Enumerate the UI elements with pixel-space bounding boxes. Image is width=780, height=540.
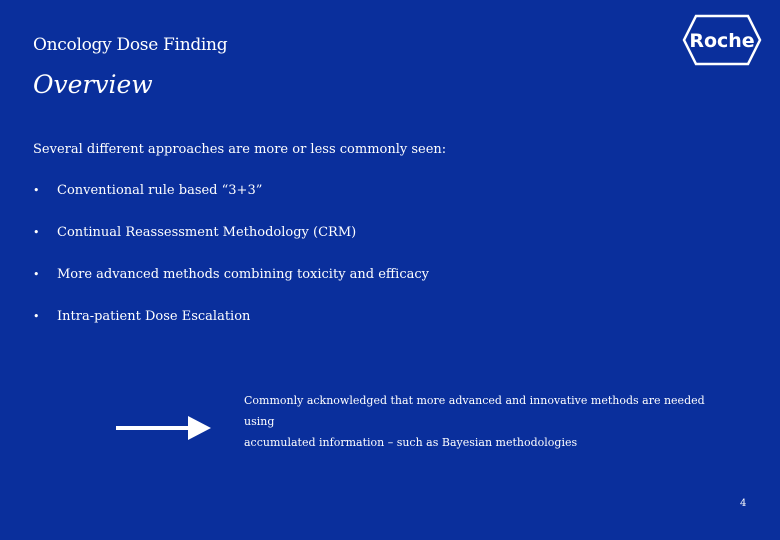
bullet-dot: • [33,184,40,197]
conclusion-note [244,390,724,453]
list-item [33,266,429,308]
bullet-dot: • [33,268,40,281]
list-item-text: Intra-patient Dose Escalation [57,309,251,324]
right-arrow-icon [116,415,212,441]
page-number: 4 [740,498,747,509]
logo-text: Roche [689,30,755,52]
bullet-dot: • [33,310,40,323]
roche-logo [682,14,762,66]
intro-text: Several different approaches are more or less commonly seen: [33,142,447,157]
bullet-dot: • [33,226,40,239]
note-line: Commonly acknowledged that more advanced and innovative methods are needed using [244,394,705,428]
list-item-text: Continual Reassessment Methodology (CRM) [57,225,357,240]
note-line: accumulated information – such as Bayesian methodologies [244,436,578,449]
list-item-text: Conventional rule based “3+3” [57,183,263,198]
list-item-text: More advanced methods combining toxicity and efficacy [57,267,429,282]
list-item [33,182,429,224]
slide-title: Overview [33,70,153,99]
list-item [33,224,429,266]
list-item [33,308,429,350]
section-title: Oncology Dose Finding [33,35,228,55]
approaches-list [33,182,429,350]
